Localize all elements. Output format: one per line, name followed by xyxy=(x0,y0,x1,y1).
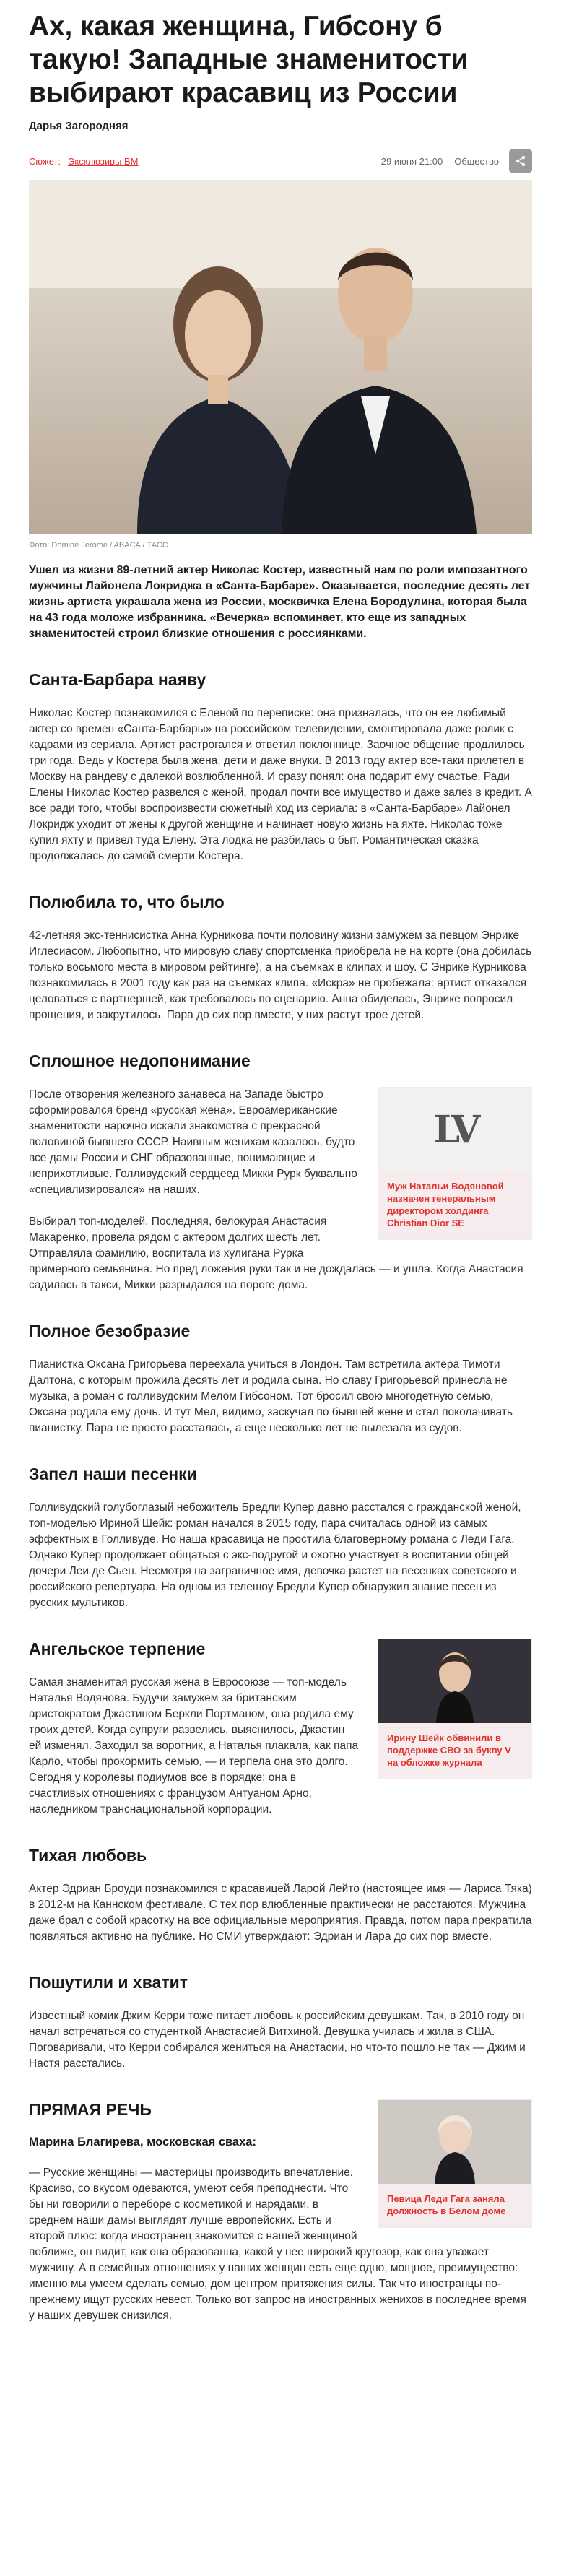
section-heading: Ангельское терпение xyxy=(29,1639,206,1658)
card-image xyxy=(378,2100,531,2184)
related-card[interactable] xyxy=(378,1639,532,1779)
story-label: Сюжет: xyxy=(29,155,61,167)
card-image xyxy=(378,1639,531,1723)
story-link[interactable]: Эксклюзивы ВМ xyxy=(68,155,139,167)
section-heading: Тихая любовь xyxy=(29,1846,147,1865)
photo-credit: Фото: Domine Jerome / ABACA / ТАСС xyxy=(29,541,168,550)
section-heading: Запел наши песенки xyxy=(29,1465,197,1483)
section-heading: Сплошное недопонимание xyxy=(29,1051,251,1070)
card-caption[interactable]: Певица Леди Гага заняла должность в Белом доме xyxy=(387,2193,506,2216)
related-card[interactable] xyxy=(378,2099,532,2228)
section-paragraph: Известный комик Джим Керри тоже питает любовь к российским девушкам. Так, в 2010 году он начал встречаться со студенткой Анастасией Витхиной. Девушка училась и жила в США. Поговаривали, что Керри собирался жениться на Анастасии, но что-то пошло не так — Джим и Настя расстались. xyxy=(29,2010,526,2070)
share-button[interactable] xyxy=(509,149,532,173)
direct-speech-text: — Русские женщины — мастерицы производить впечатление. Красиво, со вкусом одеваются, умеют себя преподнести. Что бы ни говорили о переборе с косметикой и нарядами, в среднем наши дамы выглядят лучше европейских. Есть и второй плюс: когда иностранец знакомится с нашей женщиной поближе, он видит, как она образованна, какой у нее широкий кругозор, как она уважает мужчину. А в семейных отношениях у наших женщин есть еще одно, мощное, преимущество: именно мы умеем сделать семью, дом центром притяжения силы. Так что иностранцы по-прежнему ищут русских невест. Только вот запрос на иностранных женихов в последнее время у наших девушек снизился. xyxy=(29,2167,526,2322)
section-paragraph: Пианистка Оксана Григорьева переехала учиться в Лондон. Там встретила актера Тимоти Далтона, с которым прожила десять лет и родила сына. Но славу Григорьевой принесла не музыка, а роман с голливудским Мелом Гибсоном. Тот бросил свою многодетную семью, Оксана родила ему дочь. И тут Мел, видимо, заскучал по бывшей жене и стал поколачивать пианистку. Пара не просто рассталась, а еще несколько лет не вылезала из судов. xyxy=(29,1358,513,1434)
author-name[interactable]: Дарья Загородняя xyxy=(29,120,129,132)
lv-logo: LV xyxy=(433,1107,477,1152)
section-paragraph: 42-летняя экс-теннисистка Анна Курникова почти половину жизни замужем за певцом Энрике Иглесиасом. Любопытно, что мировую славу спортсменка приобрела не на корте (она добилась только восьмого места в мировом рейтинге), а на съемках в клипах и шоу. С Энрике Курникова познакомилась в 2001 году как раз на съемках клипа. «Искра» не пробежала: артист отказался целоваться с партнершей, как требовалось по сценарию. Анна обиделась, Энрике попросил прощения, и закрутилось. Пара до сих пор вместе, у них растут трое детей. xyxy=(29,929,532,1021)
section-heading: Санта-Барбара наяву xyxy=(29,670,206,689)
meta-row xyxy=(29,148,532,174)
related-card[interactable] xyxy=(378,1087,532,1240)
speaker-name: Марина Благирева, московская сваха: xyxy=(29,2135,256,2148)
article-title: Ах, какая женщина, Гибсону б такую! Западные знаменитости выбирают красавиц из России xyxy=(29,11,469,108)
section-paragraph: Самая знаменитая русская жена в Евросоюзе — топ-модель Наталья Водянова. Будучи замужем за британским аристократом Джастином Беркли Портманом, она родила ему троих детей. Когда супруги развелись, выяснилось, Джастин ей изменял. Заходил за воротник, а Наталья плакала, как папа Карло, чтобы прокормить семью, — и терпела она это долго. Сегодня у королевы подиумов все в порядке: она в счастливых отношениях с французом Антуаном Арно, наследником транснациональной корпорации. xyxy=(29,1676,359,1816)
article-lead: Ушел из жизни 89-летний актер Николас Костер, известный нам по роли импозантного мужчины Лайонела Локриджа в «Санта-Барбаре». Оказывается, последние десять лет жизнь артиста украшала жена из России, москвичка Елена Бородулина, которая была на 43 года моложе избранника. «Вечерка» вспоминает, кто еще из западных знаменитостей строил близкие отношения с россиянками. xyxy=(29,564,531,640)
section-heading: Пошутили и хватит xyxy=(29,1973,188,1992)
section-heading: Полюбила то, что было xyxy=(29,893,225,911)
card-caption[interactable]: Муж Натальи Водяновой назначен генеральным директором холдинга Christian Dior SE xyxy=(387,1181,504,1228)
card-photo xyxy=(378,1639,531,1723)
card-image xyxy=(378,1088,531,1171)
card-photo xyxy=(378,2100,531,2184)
direct-speech-heading: ПРЯМАЯ РЕЧЬ xyxy=(29,2100,152,2119)
section-paragraph: Выбирал топ-моделей. Последняя, белокурая Анастасия Макаренко, провела рядом с актером долгих шесть лет. Отправляла фамилию, воспитала из хулигана Рурка примерного семьянина. Но пред ложения руки так и не дождалась — и ушла. Когда Анастасия садилась в такси, Микки разрыдался на пороге дома. xyxy=(29,1215,523,1291)
section-paragraph: Голливудский голубоглазый небожитель Бредли Купер давно рассталcя с гражданской женой, топ-моделью Ириной Шейк: роман начался в 2015 году, пара считалась одной из самых эффектных в Голливуде. Но наша красавица не простила благоверному романа с Леди Гага. Однако Купер продолжает общаться с экс-подругой и охотно участвует в воспитании общей дочери Леи де Сьен. Несмотря на заграничное имя, девочка растет на песенках советского и российского репертуара. На одном из телешоу Бредли Купер обнаружил знание песен из русских мультиков. xyxy=(29,1501,521,1609)
main-photo xyxy=(29,180,532,534)
rubric-link[interactable]: Общество xyxy=(454,155,499,167)
publish-date: 29 июня 21:00 xyxy=(380,155,443,167)
section-paragraph: Актер Эдриан Броуди познакомился с красавицей Ларой Лейто (настоящее имя — Лариса Тяка) в 2012-м на Каннском фестивале. С тех пор влюбленные практически не расстаются. Мужчина даже брал с собой красотку на все официальные мероприятия. Правда, потом пара прекратила появляться активно на публике. Но СМИ утверждают: Эдриан и Лара до сих пор вместе. xyxy=(29,1883,532,1943)
section-paragraph: Николас Костер познакомился с Еленой по переписке: она призналась, что он ее любимый актер со времен «Санта-Барбары» на российском телевидении, смонтировала даже ролик с кадрами из сериала. Артист растрогался и ответил поклоннице. Заочное общение продлилось три года. Ведь у Костера была жена, дети и даже внуки. В 2013 году актер все-таки прилетел в Москву на рандеву с далекой возлюбленной. И сразу понял: она подарит ему счастье. Ради Елены Николас Костер развелся с женой, продал почти все имущество и даже залез в кредит. А все ради того, чтобы воспроизвести сюжетный ход из сериала: в «Санта-Барбаре» Лайонел Локридж уходит от жены к другой женщине и начинает новую жизнь на яхте. Николас тоже купил яхту и привел туда Елену. Эта лодка не разбилась о быт. Романтическая сказка продолжалась до самой смерти Костера. xyxy=(29,707,532,862)
section-paragraph: После отворения железного занавеса на Западе быстро сформировался бренд «русская жена». Евроамериканские знаменитости нарочно искали знакомства с прекрасной половиной бывшего СССР. Наивным женихам казалось, будто все дамы России и СНГ образованные, понимающие и неприхотливые. Голливудский сердцеед Микки Рурк буквально «специализировался» на наших. xyxy=(29,1088,357,1196)
section-heading: Полное безобразие xyxy=(29,1322,191,1340)
card-caption[interactable]: Ирину Шейк обвинили в поддержке СВО за букву V на обложке журнала xyxy=(387,1732,511,1768)
share-icon xyxy=(515,155,526,167)
